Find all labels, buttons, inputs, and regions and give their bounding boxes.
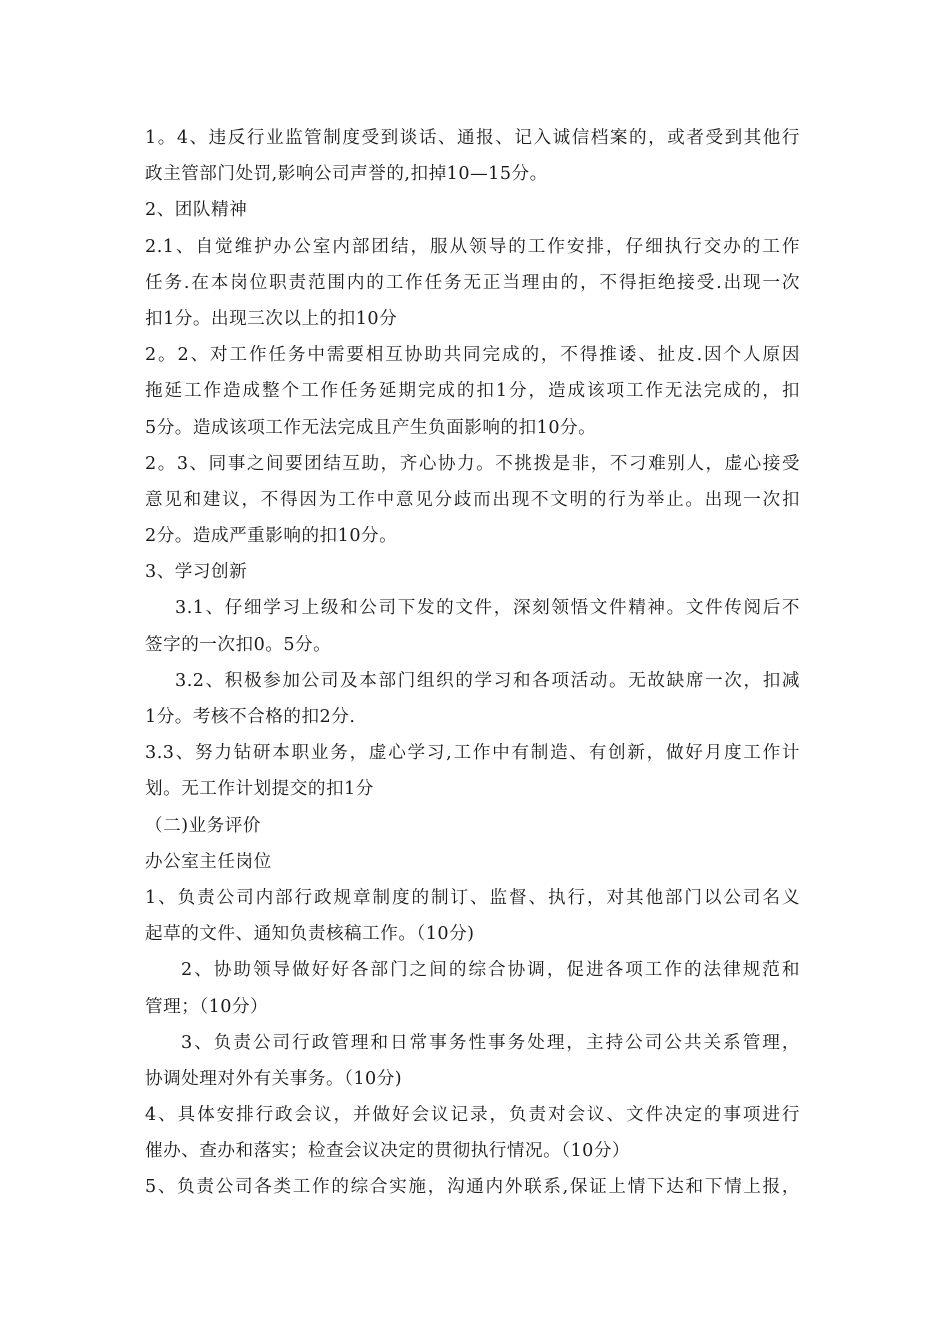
text-line: 5分。造成该项工作无法完成且产生负面影响的扣10分。 bbox=[145, 417, 597, 438]
text-line: 5、负责公司各类工作的综合实施，沟通内外联系,保证上情下达和下情上报， bbox=[145, 1177, 800, 1198]
text-line: 催办、查办和落实；检查会议决定的贯彻执行情况。（10分） bbox=[145, 1141, 631, 1162]
text-line: 政主管部门处罚,影响公司声誉的,扣掉10—15分。 bbox=[145, 164, 548, 185]
text-line: 3.3、努力钻研本职业务，虚心学习,工作中有制造、有创新，做好月度工作计 bbox=[145, 743, 800, 764]
text-line: 2分。造成严重影响的扣10分。 bbox=[145, 526, 398, 547]
text-line: 1分。考核不合格的扣2分. bbox=[145, 707, 356, 727]
text-line: 3.1、仔细学习上级和公司下发的文件，深刻领悟文件精神。文件传阅后不 bbox=[175, 598, 800, 619]
text-line: 2。2、对工作任务中需要相互协助共同完成的，不得推诿、扯皮.因个人原因 bbox=[145, 345, 800, 366]
text-line: 意见和建议，不得因为工作中意见分歧而出现不文明的行为举止。出现一次扣 bbox=[145, 489, 800, 510]
text-line: 3、负责公司行政管理和日常事务性事务处理，主持公司公共关系管理， bbox=[181, 1032, 800, 1053]
section-heading: （二)业务评价 bbox=[145, 815, 261, 836]
text-line: 3.2、积极参加公司及本部门组织的学习和各项活动。无故缺席一次，扣减 bbox=[175, 670, 800, 691]
text-line: 签字的一次扣0。5分。 bbox=[145, 634, 332, 655]
text-line: 2.1、自觉维护办公室内部团结，服从领导的工作安排，仔细执行交办的工作 bbox=[145, 236, 800, 257]
text-line: 划。无工作计划提交的扣1分 bbox=[145, 779, 374, 800]
text-line: 4、具体安排行政会议，并做好会议记录，负责对会议、文件决定的事项进行 bbox=[145, 1105, 800, 1126]
text-line: 2。3、同事之间要团结互助，齐心协力。不挑拨是非，不刁难别人，虚心接受 bbox=[145, 453, 800, 474]
text-line: 管理；（10分） bbox=[145, 996, 269, 1017]
text-line: 拖延工作造成整个工作任务延期完成的扣1分，造成该项工作无法完成的，扣 bbox=[145, 381, 800, 402]
section-heading: 3、学习创新 bbox=[145, 562, 248, 583]
document-body bbox=[145, 120, 800, 1206]
text-line: 任务.在本岗位职责范围内的工作任务无正当理由的，不得拒绝接受.出现一次 bbox=[145, 272, 800, 293]
text-line: 协调处理对外有关事务。（10分) bbox=[145, 1068, 403, 1089]
text-line: 1、负责公司内部行政规章制度的制订、监督、执行，对其他部门以公司名义 bbox=[145, 887, 800, 908]
text-line: 起草的文件、通知负责核稿工作。（10分) bbox=[145, 924, 475, 945]
text-line: 1。4、违反行业监管制度受到谈话、通报、记入诚信档案的，或者受到其他行 bbox=[145, 128, 800, 148]
text-line: 扣1分。出现三次以上的扣10分 bbox=[145, 308, 398, 329]
text-line: 2、协助领导做好好各部门之间的综合协调，促进各项工作的法律规范和 bbox=[181, 960, 800, 981]
section-heading: 2、团队精神 bbox=[145, 200, 248, 221]
subsection-heading: 办公室主任岗位 bbox=[145, 851, 272, 872]
